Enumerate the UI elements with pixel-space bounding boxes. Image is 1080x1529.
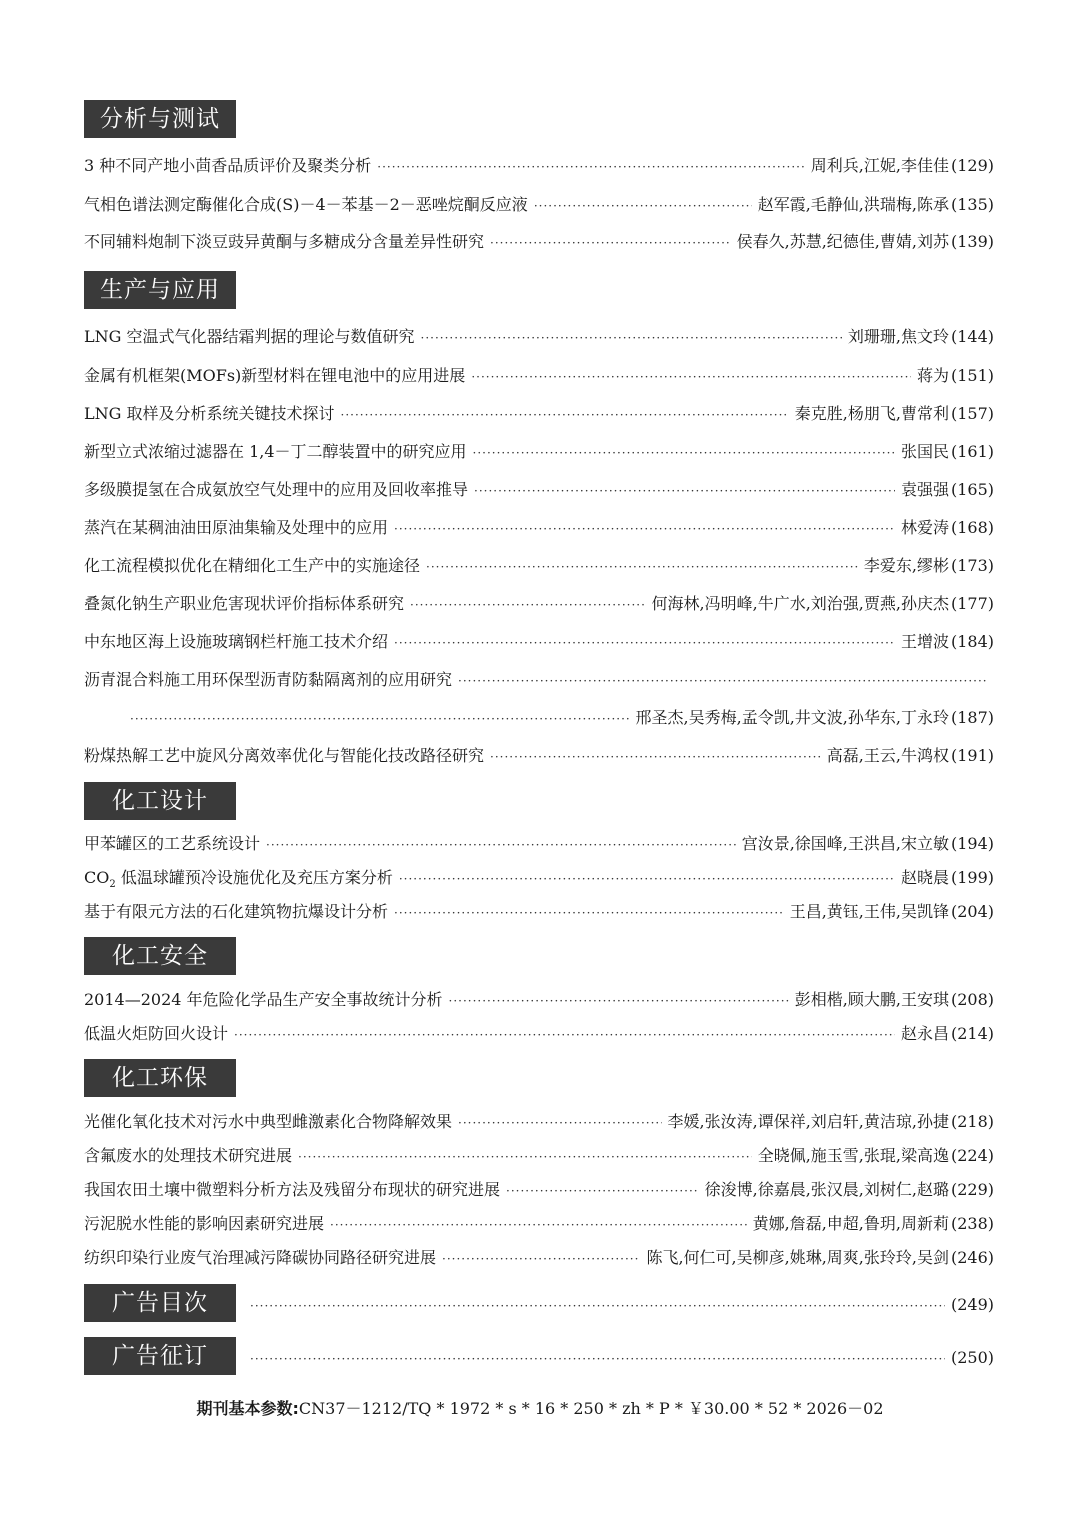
entry-authors: 张国民	[900, 442, 949, 461]
entry-authors: 李媛,张汝涛,谭保祥,刘启轩,黄洁琼,孙捷	[667, 1112, 949, 1131]
entry-page: (157)	[950, 404, 994, 423]
entry-page: (144)	[950, 327, 994, 346]
entry-title: 甲苯罐区的工艺系统设计	[84, 834, 261, 853]
entry-title: 蒸汽在某稠油油田原油集输及处理中的应用	[84, 518, 389, 537]
section-header-ads-order: 广告征订	[84, 1337, 236, 1375]
entry-authors: 侯春久,苏慧,纪德佳,曹婧,刘苏	[736, 232, 949, 251]
entry-authors: 宫汝景,徐国峰,王洪昌,宋立敏	[741, 834, 949, 853]
entry-title: 纺织印染行业废气治理减污降碳协同路径研究进展	[84, 1248, 437, 1267]
leader-dots	[341, 402, 789, 428]
entry-page: (161)	[950, 442, 994, 461]
toc-entry[interactable]	[84, 401, 994, 427]
leader-dots	[330, 1212, 747, 1238]
entry-authors: 赵晓晨	[900, 868, 949, 887]
entry-title: 气相色谱法测定酶催化合成(S)－4－苯基－2－恶唑烷酮反应液	[84, 195, 528, 214]
entry-authors: 秦克胜,杨朋飞,曹常利	[794, 404, 949, 423]
toc-entry[interactable]	[84, 1177, 994, 1203]
entry-page: (218)	[950, 1112, 994, 1131]
journal-parameters	[0, 1397, 1080, 1421]
entry-title: 3 种不同产地小茴香品质评价及聚类分析	[84, 156, 372, 175]
entry-page: (229)	[950, 1180, 994, 1199]
leader-dots	[421, 325, 842, 351]
leader-dots	[458, 1110, 662, 1136]
parameters-value: CN37－1212/TQ * 1972 * s * 16 * 250 * zh * P * ￥30.00 * 52 * 2026－02	[298, 1399, 884, 1418]
leader-dots	[473, 440, 895, 466]
entry-title: 叠氮化钠生产职业危害现状评价指标体系研究	[84, 594, 405, 613]
leader-dots	[130, 706, 630, 732]
entry-page: (214)	[950, 1024, 994, 1043]
co2-formula: CO	[84, 868, 110, 887]
leader-dots	[449, 988, 789, 1014]
entry-title: LNG 空温式气化器结霜判据的理论与数值研究	[84, 327, 415, 346]
entry-title: 2014—2024 年危险化学品生产安全事故统计分析	[84, 990, 443, 1009]
leader-dots	[442, 1246, 640, 1272]
entry-title: LNG 取样及分析系统关键技术探讨	[84, 404, 335, 423]
entry-page: (224)	[950, 1146, 994, 1165]
toc-entry[interactable]	[84, 553, 994, 579]
section-header-analysis: 分析与测试	[84, 100, 236, 138]
entry-title-rest: 低温球罐预冷设施优化及充压方案分析	[115, 868, 393, 887]
entry-page: (165)	[950, 480, 994, 499]
toc-entry[interactable]	[84, 515, 994, 541]
entry-title: 沥青混合料施工用环保型沥青防黏隔离剂的应用研究	[84, 670, 453, 689]
toc-entry[interactable]	[84, 1245, 994, 1271]
leader-dots	[426, 554, 858, 580]
leader-dots	[458, 668, 988, 694]
entry-authors: 赵永昌	[900, 1024, 949, 1043]
co2-subscript: 2	[109, 879, 116, 891]
entry-authors: 李爱东,缪彬	[863, 556, 949, 575]
leader-dots	[266, 832, 736, 858]
entry-page: (199)	[950, 868, 994, 887]
leader-dots	[490, 744, 821, 770]
entry-title: 我国农田土壤中微塑料分析方法及残留分布现状的研究进展	[84, 1180, 501, 1199]
toc-entry[interactable]	[84, 987, 994, 1013]
toc-entry[interactable]	[84, 324, 994, 350]
ads-order-entry[interactable]	[250, 1345, 994, 1371]
entry-authors: 赵军霞,毛静仙,洪瑞梅,陈承	[757, 195, 949, 214]
toc-entry[interactable]	[84, 899, 994, 925]
entry-title: 不同辅料炮制下淡豆豉异黄酮与多糖成分含量差异性研究	[84, 232, 485, 251]
entry-title: 粉煤热解工艺中旋风分离效率优化与智能化技改路径研究	[84, 746, 485, 765]
entry-authors: 陈飞,何仁可,吴柳彦,姚琳,周爽,张玲玲,吴剑	[646, 1248, 949, 1267]
parameters-label: 期刊基本参数:	[196, 1399, 299, 1418]
entry-page: (168)	[950, 518, 994, 537]
toc-entry[interactable]	[84, 153, 994, 179]
entry-page: (135)	[950, 195, 994, 214]
entry-page: (129)	[950, 156, 994, 175]
entry-authors: 邢圣杰,吴秀梅,孟令凯,井文波,孙华东,丁永玲	[635, 708, 949, 727]
entry-title	[84, 865, 393, 898]
entry-title: 多级膜提氢在合成氨放空气处理中的应用及回收率推导	[84, 480, 469, 499]
leader-dots	[234, 1022, 895, 1048]
toc-entry[interactable]	[84, 743, 994, 769]
entry-title: 含氟废水的处理技术研究进展	[84, 1146, 293, 1165]
section-header-environment: 化工环保	[84, 1059, 236, 1097]
entry-page: (173)	[950, 556, 994, 575]
entry-authors: 袁强强	[900, 480, 949, 499]
toc-entry[interactable]	[84, 1143, 994, 1169]
entry-page: (139)	[950, 232, 994, 251]
toc-entry-continuation[interactable]	[130, 705, 994, 731]
entry-authors: 蒋为	[916, 366, 949, 385]
leader-dots	[410, 592, 646, 618]
entry-authors: 周利兵,江妮,李佳佳	[810, 156, 949, 175]
entry-authors: 全晓佩,施玉雪,张琨,梁高逸	[757, 1146, 949, 1165]
leader-dots	[250, 1346, 945, 1372]
entry-authors: 黄娜,詹磊,申超,鲁玥,周新莉	[752, 1214, 949, 1233]
entry-page: (187)	[950, 708, 994, 727]
entry-authors: 徐浚博,徐嘉晨,张汉晨,刘树仁,赵璐	[704, 1180, 949, 1199]
entry-page: (250)	[950, 1348, 994, 1367]
leader-dots	[506, 1178, 699, 1204]
toc-entry[interactable]	[84, 363, 994, 389]
toc-entry[interactable]	[84, 1211, 994, 1237]
leader-dots	[471, 364, 911, 390]
entry-page: (191)	[950, 746, 994, 765]
toc-entry[interactable]	[84, 439, 994, 465]
entry-page: (249)	[950, 1295, 994, 1314]
entry-title: 光催化氧化技术对污水中典型雌激素化合物降解效果	[84, 1112, 453, 1131]
toc-entry[interactable]	[84, 865, 994, 891]
entry-authors: 刘珊珊,焦文玲	[847, 327, 949, 346]
entry-page: (238)	[950, 1214, 994, 1233]
leader-dots	[490, 230, 731, 256]
entry-page: (204)	[950, 902, 994, 921]
toc-entry[interactable]	[84, 667, 994, 693]
section-header-ads-index: 广告目次	[84, 1284, 236, 1322]
entry-page: (177)	[950, 594, 994, 613]
toc-entry[interactable]	[84, 1021, 994, 1047]
toc-entry[interactable]	[84, 591, 994, 617]
leader-dots	[534, 193, 752, 219]
entry-page: (246)	[950, 1248, 994, 1267]
entry-title: 金属有机框架(MOFs)新型材料在锂电池中的应用进展	[84, 366, 466, 385]
entry-authors: 王增波	[900, 632, 949, 651]
section-header-production: 生产与应用	[84, 271, 236, 309]
entry-title: 基于有限元方法的石化建筑物抗爆设计分析	[84, 902, 389, 921]
section-header-safety: 化工安全	[84, 937, 236, 975]
leader-dots	[394, 516, 895, 542]
toc-entry[interactable]	[84, 1109, 994, 1135]
entry-authors: 高磊,王云,牛鸿权	[826, 746, 949, 765]
entry-page: (184)	[950, 632, 994, 651]
toc-entry[interactable]	[84, 831, 994, 857]
entry-authors: 何海林,冯明峰,牛广水,刘治强,贾燕,孙庆杰	[651, 594, 949, 613]
entry-authors: 彭相楷,顾大鹏,王安琪	[794, 990, 949, 1009]
ads-index-entry[interactable]	[250, 1292, 994, 1318]
toc-entry[interactable]	[84, 477, 994, 503]
entry-page: (208)	[950, 990, 994, 1009]
entry-title: 低温火炬防回火设计	[84, 1024, 229, 1043]
entry-authors: 王昌,黄钰,王伟,吴凯锋	[789, 902, 949, 921]
entry-authors: 林爱涛	[900, 518, 949, 537]
leader-dots	[474, 478, 895, 504]
toc-entry[interactable]	[84, 229, 994, 255]
leader-dots	[399, 866, 895, 892]
leader-dots	[394, 630, 895, 656]
leader-dots	[394, 900, 784, 926]
section-header-design: 化工设计	[84, 782, 236, 820]
entry-title: 污泥脱水性能的影响因素研究进展	[84, 1214, 325, 1233]
leader-dots	[250, 1293, 945, 1319]
entry-page: (194)	[950, 834, 994, 853]
toc-entry[interactable]	[84, 629, 994, 655]
entry-title: 新型立式浓缩过滤器在 1,4－丁二醇装置中的研究应用	[84, 442, 467, 461]
leader-dots	[298, 1144, 752, 1170]
entry-page: (151)	[950, 366, 994, 385]
toc-entry[interactable]	[84, 192, 994, 218]
entry-title: 化工流程模拟优化在精细化工生产中的实施途径	[84, 556, 421, 575]
entry-title: 中东地区海上设施玻璃钢栏杆施工技术介绍	[84, 632, 389, 651]
leader-dots	[377, 154, 805, 180]
